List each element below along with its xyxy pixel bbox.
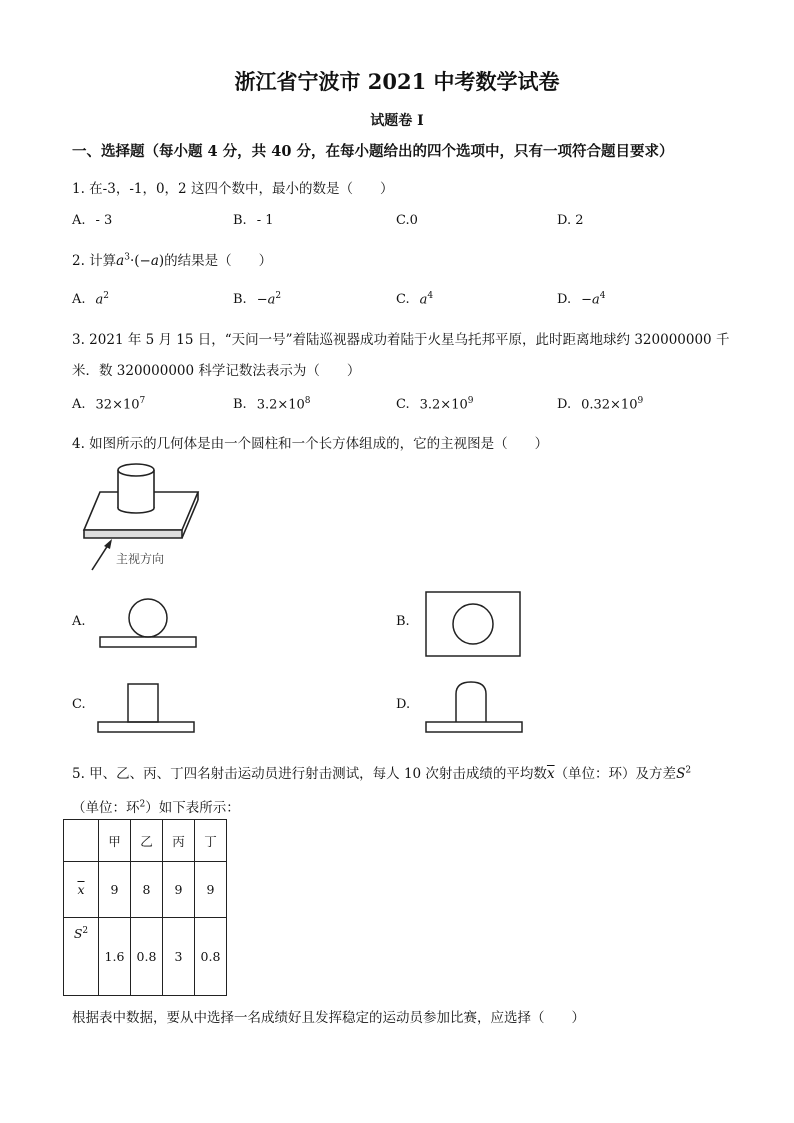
q3-option-d: D. $0.32\times 10^9$ <box>557 396 644 413</box>
table-cell: 1.6 <box>99 918 131 996</box>
q3-option-b: B. $3.2\times 10^8$ <box>233 396 311 413</box>
table-cell: 9 <box>195 862 227 918</box>
solid-figure <box>70 460 230 578</box>
question-5-line-2: （单位：环$^2$）如下表所示： <box>72 799 240 816</box>
option-c-figure <box>94 680 198 736</box>
table-cell: 9 <box>163 862 195 918</box>
table-header-cell: 乙 <box>131 820 163 862</box>
q2-option-d: D. $-a^4$ <box>557 291 606 308</box>
question-3-line-2: 米．数 320000000 科学记数法表示为（ ） <box>72 363 361 379</box>
page-subtitle: 试题卷 I <box>370 113 424 129</box>
row-label-mean: $\overline{x}$ <box>64 862 99 918</box>
q4-option-c-label: C. <box>72 697 86 712</box>
question-3-line-1: 3. 2021 年 5 月 15 日，“天问一号”着陆巡视器成功着陆于火星乌托邦平原，此时距离地球约 320000000 千 <box>72 332 730 348</box>
q2-option-b: B. $-a^2$ <box>233 291 282 308</box>
q1-option-c: C.0 <box>396 213 418 228</box>
row-label-variance: $S^2$ <box>64 918 99 996</box>
section-heading: 一、选择题（每小题 4 分，共 40 分，在每小题给出的四个选项中，只有一项符合题目要求） <box>72 143 674 160</box>
q1-option-d: D. 2 <box>557 213 584 228</box>
table-header-cell: 甲 <box>99 820 131 862</box>
question-5-line-1: 5. 甲、乙、丙、丁四名射击运动员进行射击测试，每人 10 次射击成绩的平均数$\overline{x}$（单位：环）及方差$S^2$ <box>72 765 692 782</box>
q2-option-a: A. $a^2$ <box>72 291 110 308</box>
table-row <box>64 918 227 996</box>
q4-option-b-label: B. <box>396 614 410 629</box>
question-5-after-text: 根据表中数据，要从中选择一名成绩好且发挥稳定的运动员参加比赛，应选择（ ） <box>72 1010 585 1026</box>
q4-option-a-label: A. <box>72 614 86 629</box>
table-row <box>64 862 227 918</box>
option-d-figure <box>422 678 526 736</box>
q3-option-a: A. $32\times 10^7$ <box>72 396 146 413</box>
table-cell: 0.8 <box>131 918 163 996</box>
table-header-cell: 丁 <box>195 820 227 862</box>
q4-option-d-label: D. <box>396 697 411 712</box>
table-cell: 9 <box>99 862 131 918</box>
option-a-figure <box>94 596 204 652</box>
table-header-cell: 丙 <box>163 820 195 862</box>
q3-option-c: C. $3.2\times 10^9$ <box>396 396 474 413</box>
q1-option-a: A. - 3 <box>72 213 113 228</box>
question-2-text: 2. 计算$a^3\cdot(-a)$的结果是（ ） <box>72 252 273 269</box>
scores-table <box>63 819 227 996</box>
q2-option-c: C. $a^4$ <box>396 291 434 308</box>
table-cell: 3 <box>163 918 195 996</box>
q1-option-b: B. - 1 <box>233 213 274 228</box>
table-cell: 8 <box>131 862 163 918</box>
question-4-text: 4. 如图所示的几何体是由一个圆柱和一个长方体组成的，它的主视图是（ ） <box>72 436 549 452</box>
figure-caption: 主视方向 <box>116 552 165 566</box>
table-cell: 0.8 <box>195 918 227 996</box>
option-b-figure <box>422 590 524 658</box>
question-1-text: 1. 在-3，-1，0，2 这四个数中，最小的数是（ ） <box>72 181 394 197</box>
page-title: 浙江省宁波市 2021 中考数学试卷 <box>234 69 560 94</box>
table-header-row <box>64 820 227 862</box>
table-corner-cell <box>64 820 99 862</box>
